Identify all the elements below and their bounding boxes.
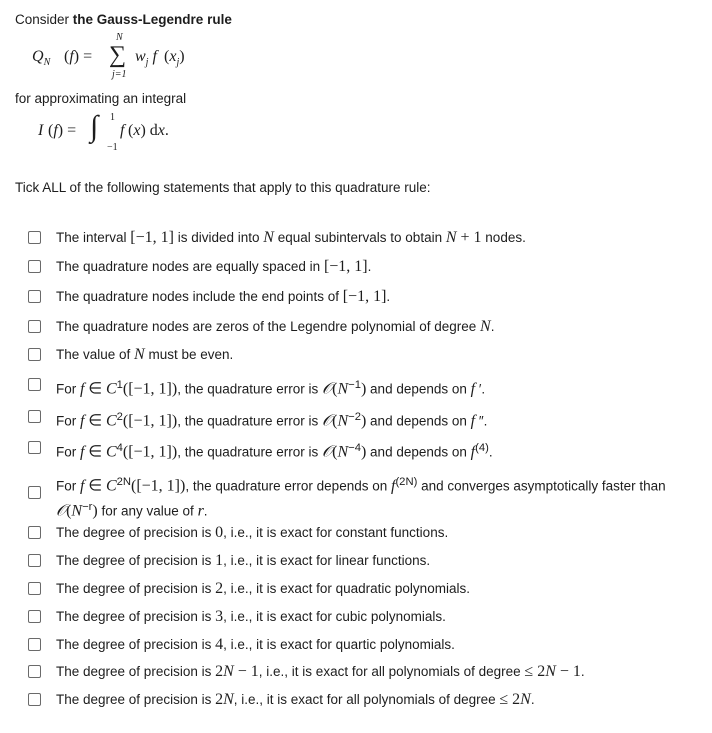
consider-text: Consider [15, 12, 73, 27]
checkbox[interactable] [28, 260, 41, 273]
option-row[interactable] [28, 662, 585, 682]
option-row[interactable] [28, 523, 448, 543]
checkbox[interactable] [28, 410, 41, 423]
checkbox[interactable] [28, 526, 41, 539]
checkbox[interactable] [28, 486, 41, 499]
option-row[interactable] [28, 317, 494, 337]
option-row[interactable] [28, 438, 493, 463]
checkbox[interactable] [28, 638, 41, 651]
option-label: For f ∈ $C^4([-1$, 1]), the quadrature error is $𝒪(N^{-4})$ and depends on $f^{(4)}$. [56, 442, 493, 461]
checkbox[interactable] [28, 693, 41, 706]
option-row[interactable] [28, 257, 371, 277]
option-label: The quadrature nodes are equally spaced in [−1, 1]. [56, 258, 372, 275]
option-row[interactable] [28, 690, 535, 710]
option-row[interactable] [28, 472, 688, 521]
option-label: The degree of precision is 2N − 1, i.e., it is exact for all polynomials of degree ≤ 2N − 1. [56, 663, 585, 680]
option-row[interactable] [28, 228, 526, 248]
option-label: The degree of precision is 0, i.e., it is exact for constant functions. [56, 524, 449, 541]
option-label: The degree of precision is 2, i.e., it is exact for quadratic polynomials. [56, 580, 470, 597]
option-label: For f ∈ $C^2([-1$, 1]), the quadrature error is $𝒪(N^{-2})$ and depends on f ″. [56, 411, 488, 430]
checkbox[interactable] [28, 348, 41, 361]
option-label: The degree of precision is 4, i.e., it is exact for quartic polynomials. [56, 636, 455, 653]
option-label: The value of N must be even. [56, 346, 234, 363]
question-intro [15, 12, 232, 27]
option-label: The degree of precision is 1, i.e., it is exact for linear functions. [56, 552, 431, 569]
option-label: The degree of precision is 3, i.e., it is exact for cubic polynomials. [56, 608, 446, 625]
prompt-text: Tick ALL of the following statements that apply to this quadrature rule: [15, 180, 431, 195]
option-label: The quadrature nodes include the end points of [−1, 1]. [56, 288, 391, 305]
checkbox[interactable] [28, 554, 41, 567]
option-label: For f ∈ $C^{2N}([-1$, 1]), the quadrature error depends on $f^{(2N)}$ and converges asymptotically faster than $𝒪(N^{-r})$ for any value of r. [56, 476, 666, 519]
option-row[interactable] [28, 635, 455, 655]
option-row[interactable] [28, 579, 470, 599]
checkbox[interactable] [28, 610, 41, 623]
checkbox[interactable] [28, 665, 41, 678]
option-row[interactable] [28, 407, 487, 432]
for-text: for approximating an integral [15, 91, 187, 106]
option-row[interactable] [28, 607, 446, 627]
rule-name: the Gauss-Legendre rule [72, 12, 232, 27]
checkbox[interactable] [28, 231, 41, 244]
checkbox[interactable] [28, 441, 41, 454]
checkbox[interactable] [28, 290, 41, 303]
option-label: For f ∈ $C^1([-1$, 1]), the quadrature error is $𝒪(N^{-1})$ and depends on f ′. [56, 379, 486, 398]
option-label: The quadrature nodes are zeros of the Legendre polynomial of degree N. [56, 318, 495, 335]
checkbox[interactable] [28, 582, 41, 595]
option-row[interactable] [28, 375, 485, 400]
option-label: The interval [−1, 1] is divided into N equal subintervals to obtain N + 1 nodes. [56, 229, 526, 246]
option-row[interactable] [28, 551, 430, 571]
option-row[interactable] [28, 345, 233, 365]
checkbox[interactable] [28, 320, 41, 333]
checkbox[interactable] [28, 378, 41, 391]
option-label: The degree of precision is 2N, i.e., it is exact for all polynomials of degree ≤ 2N. [56, 691, 535, 708]
option-row[interactable] [28, 287, 390, 307]
